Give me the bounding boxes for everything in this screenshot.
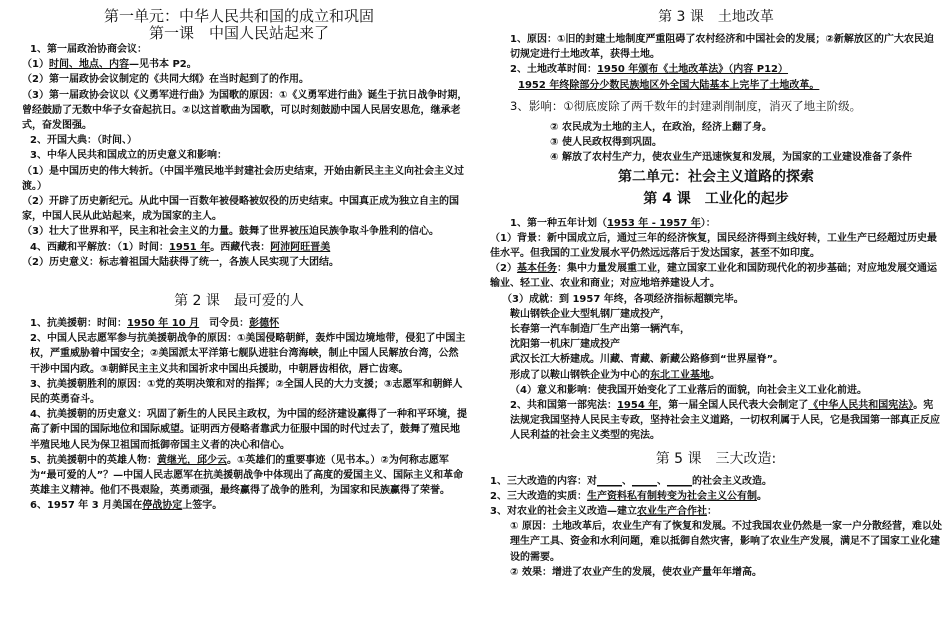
paragraph: （2）开辟了历史新纪元。从此中国一百数年被侵略被奴役的历史结束。中国真正成为独立自主的国家，中国人民从此站起来，成为国家的主人。 (22, 196, 459, 223)
left-column (10, 8, 468, 514)
paragraph: （2）基本任务：集中力量发展重工业，建立国家工业化和国防现代化的初步基础；对应地发展交通运输业、轻工业、农业和商业；对应地培养建设人才。 (490, 263, 937, 290)
paragraph: 3、影响：①彻底废除了两千数年的封建剥削制度，消灭了地主阶级。 (510, 98, 862, 113)
unit-2-title: 第二单元：社会主义道路的探索 (618, 168, 814, 185)
paragraph: 1、三大改造的内容：对_____、_____、_____的社会主义改造。 (490, 475, 772, 487)
lesson-3-title: 第 3 课 土地改革 (658, 9, 774, 25)
paragraph: （1）时间、地点、内容—见书本 P2。 (22, 59, 197, 71)
lesson-1-title: 第一课 中国人民站起来了 (148, 24, 329, 42)
paragraph: 2、中国人民志愿军参与抗美援朝战争的原因：①美国侵略朝鲜，轰炸中国边境地带，侵犯了中国主权，严重威胁着中国安全；②美国派太平洋第七舰队进驻台湾海峡，制止中国人民解放台湾，公然干涉中国内政。③朝鲜民主主义共和国祈求中国出兵援助，中朝唇齿相依，唇亡齿寒。 (30, 333, 466, 375)
paragraph: 1、第一届政治协商会议： (30, 44, 147, 55)
paragraph: （2）第一届政协会议制定的《共同大纲》在当时起到了的作用。 (22, 74, 309, 86)
paragraph: 2、土地改革时间：1950 年颁布《土地改革法》（内容 P12） (510, 64, 789, 76)
lesson-4-title: 第 4 课 工业化的起步 (643, 190, 789, 207)
right-column (490, 8, 942, 580)
paragraph: 鞍山钢铁企业大型轧钢厂建成投产， (510, 308, 670, 320)
paragraph: ② 效果：增进了农业产生的发展，使农业产量年年增高。 (510, 566, 762, 578)
paragraph: 5、抗美援朝中的英雄人物：黄继光，邱少云。①英雄们的重要事迹（见书本。）②为何称志愿军为“最可爱的人”？—中国人民志愿军在抗美援朝战争中体现出了高度的爱国主义、国际主义和革命英雄主义精神。他们不畏艰险，英勇顽强，最终赢得了战争的胜利，为国家和民族赢得了荣誉。 (30, 454, 464, 497)
unit-title: 第一单元：中华人民共和国的成立和巩固 (103, 7, 374, 25)
paragraph: ④ 解放了农村生产力，使农业生产迅速恢复和发展，为国家的工业建设准备了条件 (550, 152, 912, 164)
paragraph: 2、三大改造的实质：生产资料私有制转变为社会主义公有制。 (490, 490, 767, 502)
paragraph: 形成了以鞍山钢铁企业为中心的东北工业基地。 (510, 369, 720, 381)
paragraph: 4、抗美援朝的历史意义：巩固了新生的人民民主政权，为中国的经济建设赢得了一种和平环境，提高了新中国的国际地位和国际威望。证明西方侵略者靠武力征服中国的时代过去了，鼓舞了殖民地半殖民地人民为保卫祖国而抵御帝国主义者的决心和信心。 (30, 409, 467, 451)
paragraph: 3、对农业的社会主义改造—建立农业生产合作社： (490, 506, 717, 518)
paragraph: 3、抗美援朝胜利的原因：①党的英明决策和对的指挥；②全国人民的大力支援；③志愿军和朝鲜人民的英勇奋斗。 (30, 378, 463, 406)
paragraph: （1）背景：新中国成立后，通过三年的经济恢复，国民经济得到主线好转，工业生产已经超过历史最佳水平。但我国的工业发展水平仍然远远落后于发达国家，甚至不如印度。 (490, 232, 937, 260)
lesson-2-title: 第 2 课 最可爱的人 (174, 293, 304, 310)
paragraph: 1、第一种五年计划（1953 年 - 1957 年）： (510, 217, 716, 229)
paragraph: 沈阳第一机床厂建成投产 (510, 339, 620, 351)
paragraph: 2、开国大典：（时间、） (30, 135, 137, 147)
paragraph: （4）意义和影响：使我国开始变化了工业落后的面貌，向社会主义工业化前进。 (510, 384, 867, 396)
paragraph: 长春第一汽车制造厂生产出第一辆汽车， (510, 324, 690, 336)
paragraph: 6、1957 年 3 月美国在停战协定上签字。 (30, 500, 223, 512)
paragraph: 3、中华人民共和国成立的历史意义和影响： (30, 150, 227, 162)
paragraph: 1、抗美援朝：时间：1950 年 10 月 司令员：彭德怀 (30, 318, 280, 330)
paragraph: （2）历史意义：标志着祖国大陆获得了统一，各族人民实现了大团结。 (22, 256, 339, 268)
paragraph: ② 农民成为土地的主人，在政治，经济上翻了身。 (550, 122, 772, 134)
paragraph: ① 原因：土地改革后，农业生产有了恢复和发展。不过我国农业仍然是一家一户分散经营，难以处理生产工具、资金和水利问题，难以抵御自然灾害，影响了农业生产发展，满足不了国家工业化建设的需要。 (510, 521, 942, 563)
paragraph: （1）是中国历史的伟大转折。（中国半殖民地半封建社会历史结束，开始由新民主主义向社会主义过渡。） (22, 165, 464, 192)
paragraph: （3）成就：到 1957 年终，各项经济指标超额完毕。 (502, 293, 744, 305)
paragraph: 1952 年终除部分少数民族地区外全国大陆基本上完毕了土地改革。 (518, 79, 820, 91)
paragraph: 武汉长江大桥建成。川藏、青藏、新藏公路修到“世界屋脊”。 (510, 354, 784, 366)
lesson-5-title: 第 5 课 三大改造: (655, 450, 777, 467)
paragraph: ③ 使人民政权得到巩固。 (550, 137, 662, 149)
paragraph: （3）壮大了世界和平，民主和社会主义的力量。鼓舞了世界被压迫民族争取斗争胜利的信心。 (22, 226, 439, 238)
paragraph: 4、西藏和平解放：（1）时间：1951 年。西藏代表：阿沛阿旺晋美 (30, 241, 331, 253)
paragraph: 2、共和国第一部宪法：1954 年，第一届全国人民代表大会制定了《中华人民共和国宪法》。宪法规定我国坚持人民民主专政，坚持社会主义道路，一切权利属于人民，它是我国第一部真正反应人民利益的社会主义类型的宪法。 (510, 400, 940, 442)
paragraph: （3）第一届政协会议以《义勇军进行曲》为国歌的原因：①《义勇军进行曲》诞生于抗日战争时期，曾经鼓励了无数中华子女奋起抗日。②以这首歌曲为国歌，可以时刻鼓励中国人民居安思危，继承老式，奋发图强。 (22, 89, 468, 132)
paragraph: 1、原因：①旧的封建土地制度严重阻碍了农村经济和中国社会的发展；②新解放区的广大农民迫切规定进行土地改革，获得土地。 (510, 34, 934, 61)
